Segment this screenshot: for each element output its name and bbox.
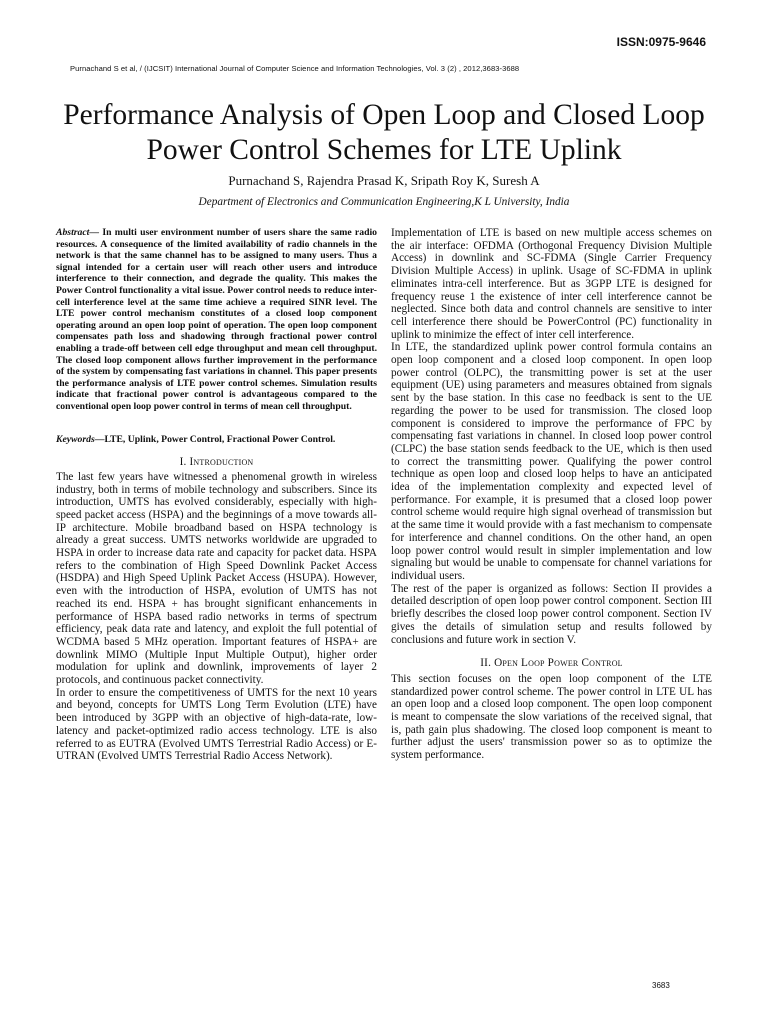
section-1-heading: I. Introduction xyxy=(179,456,254,469)
left-column xyxy=(56,227,377,763)
intro-paragraph-1: The last few years have witnessed a phenomenal growth in wireless industry, both in terms of mobile technology and subscribers. Since its introduction, UMTS has evolved considerably, especially with high-speed packet access (HSPA) and the beginnings of a move towards all-IP architecture. Mobile broadband based on HSPA technology is already a great success. UMTS networks worldwide are upgraded to HSPA in order to increase data rate and capacity for packet data. HSPA refers to the combination of High Speed Downlink Packet Access (HSDPA) and High Speed Uplink Packet Access (HSUPA). However, even with the introduction of HSPA, evolution of UMTS has not reached its end. HSPA + has brought significant enhancements in performance of HSPA based radio networks in terms of spectrum efficiency, peak data rate and latency, and exploit the full potential of WCDMA based 5 MHz operation. Important features of HSPA+ are downlink MIMO (Multiple Input Multiple Output), higher order modulation for uplink and downlink, improvements of layer 2 protocols, and continuous packet connectivity. xyxy=(56,470,377,687)
keywords xyxy=(56,434,377,446)
intro-paragraph-4: In LTE, the standardized uplink power control formula contains an open loop component and a closed loop component. In open loop power control (OLPC), the transmitting power is set at the user equipment (UE) using parameters and measures obtained from signals sent by the base station. In this case no feedback is sent to the UE regarding the power to be used for transmission. The closed loop component is considered to improve the performance of FPC by compensating fast variations in channel. In closed loop power control (CLPC) the base station sends feedback to the UE, which is then used to correct the transmitting power. Qualifying the power control technique as open loop and closed loop helps to have an anticipated idea of the implementation complexity and expected level of performance. For example, it is presumed that a closed loop power control scheme would require high signal overhead of transmission but at the same time it would provide with a fast mechanism to compensate for interference and channel conditions. On the other hand, an open loop power control would result in simpler implementation and low signaling but would be unable to compensate for channel variations for individual users. xyxy=(391,341,712,582)
intro-paragraph-5: The rest of the paper is organized as follows: Section II provides a detailed description of open loop power control component. Section III briefly describes the closed loop power control component. Section IV gives the details of simulation setup and results followed by conclusions and future work in section V. xyxy=(391,582,712,646)
keywords-text: —LTE, Uplink, Power Control, Fractional Power Control. xyxy=(94,433,336,445)
intro-paragraph-3: Implementation of LTE is based on new multiple access schemes on the air interface: OFDMA (Orthogonal Frequency Division Multiple Access) in downlink and SC-FDMA (Single Carrier Frequency Division Multiple Access) in uplink. Usage of SC-FDMA in uplink eliminates intra-cell interference. But as 3GPP LTE is designed for frequency reuse 1 the existence of inter cell interference cannot be neglected. Since both data and control channels are sensitive to inter cell interference there should be PowerControl (PC) functionality in uplink to minimize the effect of inter cell interference. xyxy=(391,227,712,341)
section-2-heading: II. Open Loop Power Control xyxy=(480,657,623,670)
right-column xyxy=(391,227,712,762)
section-2-paragraph-1: This section focuses on the open loop component of the LTE standardized power control scheme. The power control in LTE UL has an open loop and a closed loop component. The open loop component is meant to compensate the slow variations of the received signal, that is, path gain plus shadowing. The closed loop component is meant to further adjust the users' transmission power so as to optimize the system performance. xyxy=(391,672,712,762)
abstract-label: Abstract— xyxy=(56,227,100,238)
keywords-label: Keywords xyxy=(56,433,95,445)
running-header: Purnachand S et al, / (IJCSIT) International Journal of Computer Science and Information Technologies, Vol. 3 (2) , 2012,3683-3688 xyxy=(70,64,520,73)
issn: ISSN:0975-9646 xyxy=(616,35,706,49)
abstract xyxy=(56,227,377,413)
paper-title: Performance Analysis of Open Loop and Closed Loop Power Control Schemes for LTE Uplink xyxy=(63,99,705,166)
affiliation: Department of Electronics and Communication Engineering,K L University, India xyxy=(198,196,570,208)
authors: Purnachand S, Rajendra Prasad K, Sripath Roy K, Suresh A xyxy=(228,173,540,188)
intro-paragraph-2: In order to ensure the competitiveness of UMTS for the next 10 years and beyond, concepts for UMTS Long Term Evolution (LTE) have been introduced by 3GPP with an objective of high-data-rate, low-latency and packet-optimized radio access technology. LTE is also referred to as EUTRA (Evolved UMTS Terrestrial Radio Access) or E-UTRAN (Evolved UMTS Terrestrial Radio Access Network). xyxy=(56,686,377,763)
page-number: 3683 xyxy=(652,981,670,990)
abstract-text: In multi user environment number of users share the same radio resources. A consequence of the limited availability of radio channels in the network is that the same channel has to be assigned to many users. Thus a signal intended for a certain user will reach other users and introduce interference to their connection, and degrade the quality. This makes the Power Control functionality a vital issue. Power control needs to reduce inter-cell interference level at the same time achieve a required SINR level. The LTE power control mechanism constitutes of a closed loop component operating around an open loop point of operation. The open loop component compensates path loss and shadowing through fractional power control enabling a trade-off between cell edge throughput and mean cell throughput. The closed loop component allows further improvement in the performance of the system by compensating fast variations in channel. This paper presents the performance analysis of LTE power control schemes. Simulation results indicate that fractional power control is advantageous compared to the conventional open loop power control in terms of mean cell throughput. xyxy=(56,227,377,412)
